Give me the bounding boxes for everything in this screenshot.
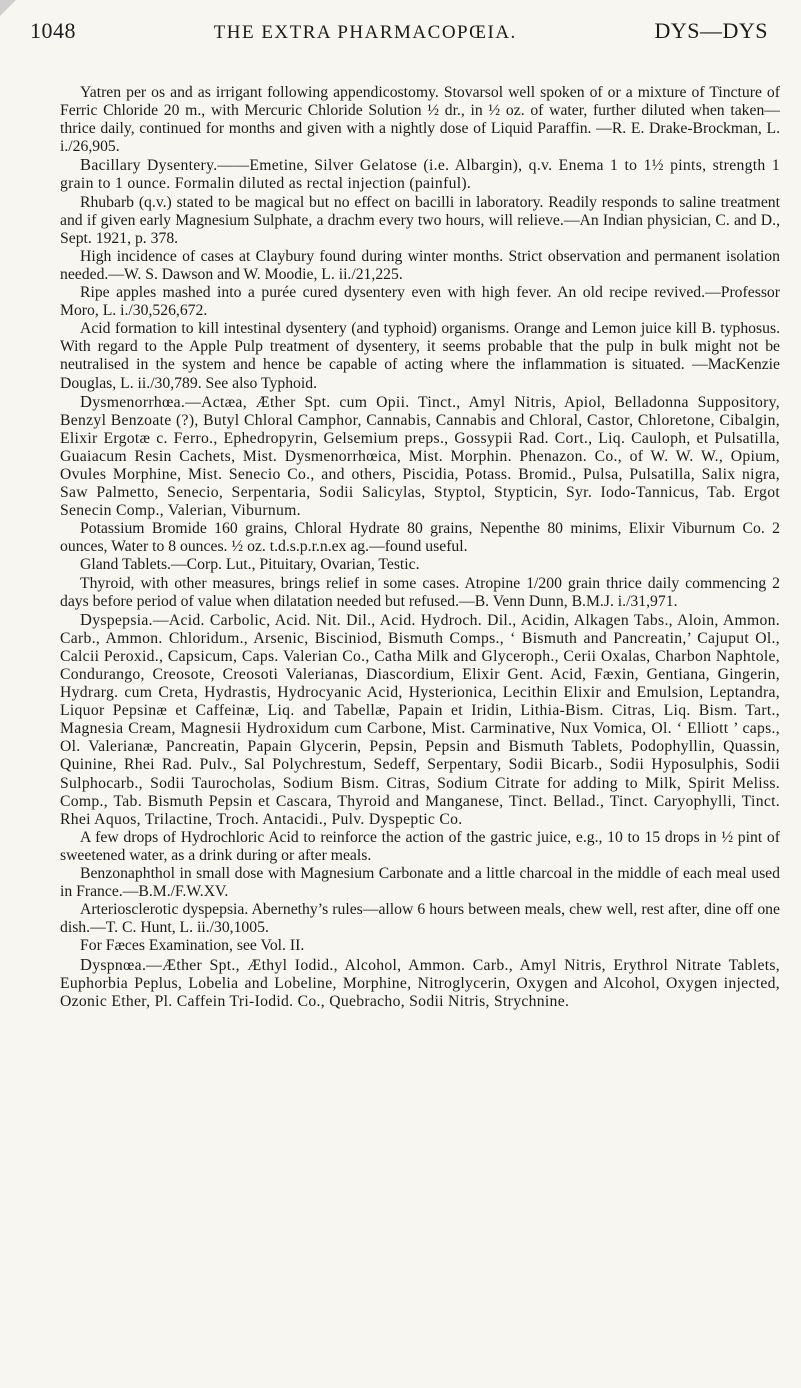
paragraph-claybury: High incidence of cases at Claybury found during winter months. Strict observation and permanent isolation needed.—W. S. Dawson and W. Moodie, L. ii./21,225. bbox=[60, 247, 780, 283]
paragraph-arteriosclerotic: Arteriosclerotic dyspepsia. Abernethy’s rules—allow 6 hours between meals, chew well, rest after, dine off one dish.—T. C. Hunt, L. ii./30,1005. bbox=[60, 901, 780, 937]
paragraph-rhubarb: Rhubarb (q.v.) stated to be magical but no effect on bacilli in laboratory. Readily responds to saline treatment and if given early Magnesium Sulphate, a drachm every two hours, will relieve.—An Indian physician, C. and D., Sept. 1921, p. 378. bbox=[60, 193, 780, 247]
page-number: 1048 bbox=[30, 18, 76, 43]
paragraph-acid-formation: Acid formation to kill intestinal dysentery (and typhoid) organisms. Orange and Lemon juice kill B. typhosus. With regard to the Apple Pulp treatment of dysentery, it seems probable that the pulp in bulk might not be neutralised in the system and hence be capable of acting where the inflammation is situated. —MacKenzie Douglas, L. ii./30,789. See also Typhoid. bbox=[60, 320, 780, 392]
paragraph-bacillary-dysentery: Bacillary Dysentery.——Emetine, Silver Gelatose (i.e. Albargin), q.v. Enema 1 to 1½ pints, strength 1 grain to 1 ounce. Formalin diluted as rectal injection (painful). bbox=[60, 155, 780, 193]
paragraph-yatren: Yatren per os and as irrigant following appendicostomy. Stovarsol well spoken of or a mixture of Tincture of Ferric Chloride 20 m., with Mercuric Chloride Solution ½ dr., in ½ oz. of water, further diluted when taken—thrice daily, continued for months and given with a nightly dose of Liquid Paraffin. —R. E. Drake-Brockman, L. i./26,905. bbox=[60, 84, 780, 156]
paragraph-thyroid: Thyroid, with other measures, brings relief in some cases. Atropine 1/200 grain thrice daily commencing 2 days before period of value when dilatation needed but refused.—B. Venn Dunn, B.M.J. i./31,971. bbox=[60, 574, 780, 610]
page-body bbox=[60, 84, 780, 1011]
page-corner-fold bbox=[0, 0, 16, 16]
paragraph-dysmenorrhoea: Dysmenorrhœa.—Actæa, Æther Spt. cum Opii. Tinct., Amyl Nitris, Apiol, Belladonna Suppository, Benzyl Benzoate (?), Butyl Chloral Camphor, Cannabis, Cannabis and Chloral, Castor, Chloretone, Cibalgin, Elixir Ergotæ c. Ferro., Ephedropyrin, Gelsemium preps., Gossypii Rad. Cort., Liq. Cauloph, et Pulsatilla, Guaiacum Resin Cachets, Mist. Dysmenorrhœica, Mist. Morphin. Phenazon. Co., of W. W. W., Opium, Ovules Morphine, Mist. Senecio Co., and others, Piscidia, Potass. Bromid., Pulsa, Pulsatilla, Salix nigra, Saw Palmetto, Senecio, Serpentaria, Sodii Salicylas, Styptol, Stypticin, Syr. Iodo-Tannicus, Tab. Ergot Senecin Comp., Valerian, Viburnum. bbox=[60, 391, 780, 520]
paragraph-dyspepsia: Dyspepsia.—Acid. Carbolic, Acid. Nit. Dil., Acid. Hydroch. Dil., Acidin, Alkagen Tabs., Aloin, Ammon. Carb., Ammon. Chloridum., Arsenic, Bisciniod, Bismuth Comps., ‘ Bismuth and Pancreatin,’ Cajuput Ol., Calcii Peroxid., Capsicum, Caps. Valerian Co., Catha Milk and Glyceroph., Cerii Oxalas, Charbon Naphtole, Condurango, Creosote, Creosoti Valerianas, Diascordium, Elixir Gent. Acid, Fæxin, Gentiana, Gingerin, Hydrarg. cum Creta, Hydrastis, Hydrocyanic Acid, Hysterionica, Lecithin Elixir and Emulsion, Leptandra, Liquor Pepsinæ et Caffeinæ, Liq. and Tabellæ, Papain et Iridin, Lithia-Bism. Citras, Liq. Bism. Tart., Magnesia Cream, Magnesii Hydroxidum cum Carbone, Mist. Carminative, Nux Vomica, Ol. ‘ Elliott ’ caps., Ol. Valerianæ, Pancreatin, Papain Glycerin, Pepsin, Pepsin and Bismuth Tablets, Podophyllin, Quassin, Quinine, Rhei Rad. Pulv., Sal Polychrestum, Sedeff, Serpentary, Sodii Bicarb., Sodii Hyposulphis, Sodii Sulphocarb., Sodii Taurocholas, Sodium Bism. Citras, Sodium Citrate for adding to Milk, Spirit Meliss. Comp., Tab. Bismuth Pepsin et Cascara, Thyroid and Manganese, Tinct. Bellad., Tinct. Caryophylli, Tinct. Rhei Aquos, Trilactine, Troch. Antacidi., Pulv. Dyspeptic Co. bbox=[60, 609, 780, 828]
running-head: DYS—DYS bbox=[654, 18, 768, 43]
paragraph-dyspnoea: Dyspnœa.—Æther Spt., Æthyl Iodid., Alcohol, Ammon. Carb., Amyl Nitris, Erythrol Nitrate Tablets, Euphorbia Peplus, Lobelia and Lobeline, Morphine, Nitroglycerin, Oxygen and Alcohol, Oxygen injected, Ozonic Ether, Pl. Caffein Tri-Iodid. Co., Quebracho, Sodii Nitris, Strychnine. bbox=[60, 954, 780, 1010]
paragraph-potassium-bromide: Potassium Bromide 160 grains, Chloral Hydrate 80 grains, Nepenthe 80 minims, Elixir Viburnum Co. 2 ounces, Water to 8 ounces. ½ oz. t.d.s.p.r.n.ex ag.—found useful. bbox=[60, 520, 780, 556]
book-title: THE EXTRA PHARMACOPŒIA. bbox=[213, 22, 517, 43]
paragraph-benzonaphthol: Benzonaphthol in small dose with Magnesium Carbonate and a little charcoal in the middle of each meal used in France.—B.M./F.W.XV. bbox=[60, 865, 780, 901]
paragraph-hydrochloric-acid: A few drops of Hydrochloric Acid to reinforce the action of the gastric juice, e.g., 10 to 15 drops in ½ pint of sweetened water, as a drink during or after meals. bbox=[60, 828, 780, 864]
paragraph-ripe-apples: Ripe apples mashed into a purée cured dysentery even with high fever. An old recipe revived.—Professor Moro, L. i./30,526,672. bbox=[60, 284, 780, 320]
paragraph-faeces: For Fæces Examination, see Vol. II. bbox=[80, 937, 305, 955]
running-header bbox=[30, 18, 768, 52]
paragraph-gland-tablets: Gland Tablets.—Corp. Lut., Pituitary, Ovarian, Testic. bbox=[80, 556, 420, 574]
